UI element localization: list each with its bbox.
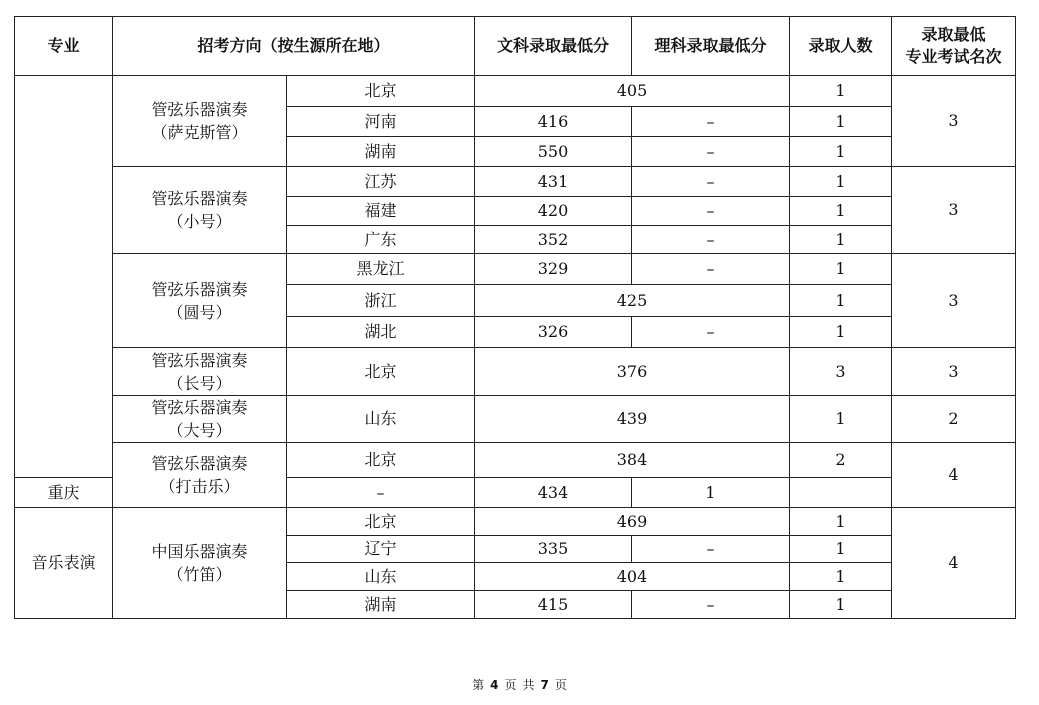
rank-cell: 2: [892, 396, 1016, 443]
region-cell: 山东: [287, 396, 475, 443]
footer-total-pages: 7: [540, 678, 549, 692]
admitted-cell: 2: [790, 443, 892, 478]
arts-cell: –: [287, 478, 475, 508]
score-cell: 384: [475, 443, 790, 478]
science-cell: –: [632, 167, 790, 197]
admitted-cell: 1: [790, 107, 892, 137]
admitted-cell: 1: [790, 285, 892, 317]
direction-line2: （竹笛）: [167, 565, 232, 584]
science-cell: –: [632, 137, 790, 167]
arts-cell: 431: [475, 167, 632, 197]
region-cell: 黑龙江: [287, 254, 475, 285]
direction-line1: 管弦乐器演奏: [151, 454, 248, 473]
header-admitted: 录取人数: [790, 17, 892, 76]
region-cell: 北京: [287, 443, 475, 478]
rank-cell: 3: [892, 348, 1016, 396]
region-cell: 广东: [287, 226, 475, 254]
direction-line2: （圆号）: [167, 302, 232, 322]
arts-cell: 329: [475, 254, 632, 285]
rank-cell: 3: [892, 254, 1016, 348]
header-direction: 招考方向（按生源所在地）: [113, 17, 475, 76]
science-cell: –: [632, 226, 790, 254]
footer-page-number: 4: [490, 678, 499, 692]
region-cell: 山东: [287, 563, 475, 591]
admitted-cell: 1: [790, 226, 892, 254]
arts-cell: 335: [475, 536, 632, 563]
region-cell: 北京: [287, 508, 475, 536]
region-cell: 辽宁: [287, 536, 475, 563]
footer-prefix: 第: [472, 678, 485, 692]
direction-line1: 管弦乐器演奏: [151, 189, 248, 208]
direction-cell: [113, 396, 287, 443]
table-row: [15, 167, 1016, 197]
table-row: [15, 508, 1016, 536]
direction-line2: （小号）: [167, 212, 232, 231]
score-cell: 425: [475, 285, 790, 317]
direction-line1: 管弦乐器演奏: [151, 398, 248, 417]
table-row: [15, 348, 1016, 396]
science-cell: 434: [475, 478, 632, 508]
admitted-cell: 1: [790, 167, 892, 197]
admitted-cell: 1: [790, 137, 892, 167]
region-cell: 北京: [287, 76, 475, 107]
admitted-cell: 1: [790, 396, 892, 443]
direction-cell: [113, 167, 287, 254]
admitted-cell: 1: [790, 254, 892, 285]
arts-cell: 420: [475, 197, 632, 226]
region-cell: 湖南: [287, 137, 475, 167]
science-cell: –: [632, 591, 790, 619]
page-footer: [0, 676, 1039, 693]
region-cell: 重庆: [15, 478, 113, 508]
admitted-cell: 1: [790, 317, 892, 348]
rank-cell: 3: [892, 76, 1016, 167]
direction-cell: [113, 508, 287, 619]
admitted-cell: 1: [790, 536, 892, 563]
header-arts-min: 文科录取最低分: [475, 17, 632, 76]
direction-line1: 管弦乐器演奏: [151, 350, 248, 370]
region-cell: 北京: [287, 348, 475, 396]
arts-cell: 326: [475, 317, 632, 348]
score-cell: 405: [475, 76, 790, 107]
direction-cell: [113, 348, 287, 396]
footer-mid2: 共: [522, 678, 535, 692]
science-cell: –: [632, 536, 790, 563]
footer-mid1: 页: [504, 678, 517, 692]
direction-cell: [113, 254, 287, 348]
direction-cell: [113, 443, 287, 508]
admitted-cell: 1: [790, 508, 892, 536]
admitted-cell: 3: [790, 348, 892, 396]
admitted-cell: 1: [790, 197, 892, 226]
region-cell: 湖北: [287, 317, 475, 348]
table-header-row: [15, 17, 1016, 76]
rank-cell: 4: [892, 508, 1016, 619]
direction-line2: （打击乐）: [159, 477, 240, 496]
admitted-cell: 1: [632, 478, 790, 508]
rank-cell: 4: [892, 443, 1016, 508]
region-cell: 福建: [287, 197, 475, 226]
direction-line1: 中国乐器演奏: [151, 542, 248, 561]
score-cell: 469: [475, 508, 790, 536]
arts-cell: 416: [475, 107, 632, 137]
admitted-cell: 1: [790, 76, 892, 107]
region-cell: 河南: [287, 107, 475, 137]
direction-line2: （长号）: [167, 373, 232, 393]
science-cell: –: [632, 107, 790, 137]
footer-suffix: 页: [554, 678, 567, 692]
admission-table: [14, 16, 1016, 619]
table-row: [15, 76, 1016, 107]
science-cell: –: [632, 197, 790, 226]
major-cell: 音乐表演: [15, 508, 113, 619]
admitted-cell: 1: [790, 591, 892, 619]
header-rank-line1: 录取最低: [921, 25, 986, 44]
arts-cell: 550: [475, 137, 632, 167]
table-row: [15, 396, 1016, 443]
rank-cell: 3: [892, 167, 1016, 254]
region-cell: 浙江: [287, 285, 475, 317]
arts-cell: 352: [475, 226, 632, 254]
region-cell: 湖南: [287, 591, 475, 619]
direction-line1: 管弦乐器演奏: [151, 279, 248, 299]
header-major: 专业: [15, 17, 113, 76]
direction-line1: 管弦乐器演奏: [151, 100, 248, 119]
science-cell: –: [632, 317, 790, 348]
direction-line2: （大号）: [167, 421, 232, 440]
science-cell: –: [632, 254, 790, 285]
header-rank-line2: 专业考试名次: [905, 47, 1002, 66]
score-cell: 439: [475, 396, 790, 443]
major-cell: [15, 76, 113, 478]
table-row: [15, 443, 1016, 478]
direction-line2: （萨克斯管）: [151, 123, 248, 142]
admitted-cell: 1: [790, 563, 892, 591]
direction-cell: [113, 76, 287, 167]
header-rank: [892, 17, 1016, 76]
score-cell: 404: [475, 563, 790, 591]
region-cell: 江苏: [287, 167, 475, 197]
table-row: [15, 254, 1016, 285]
arts-cell: 415: [475, 591, 632, 619]
header-science-min: 理科录取最低分: [632, 17, 790, 76]
score-cell: 376: [475, 348, 790, 396]
